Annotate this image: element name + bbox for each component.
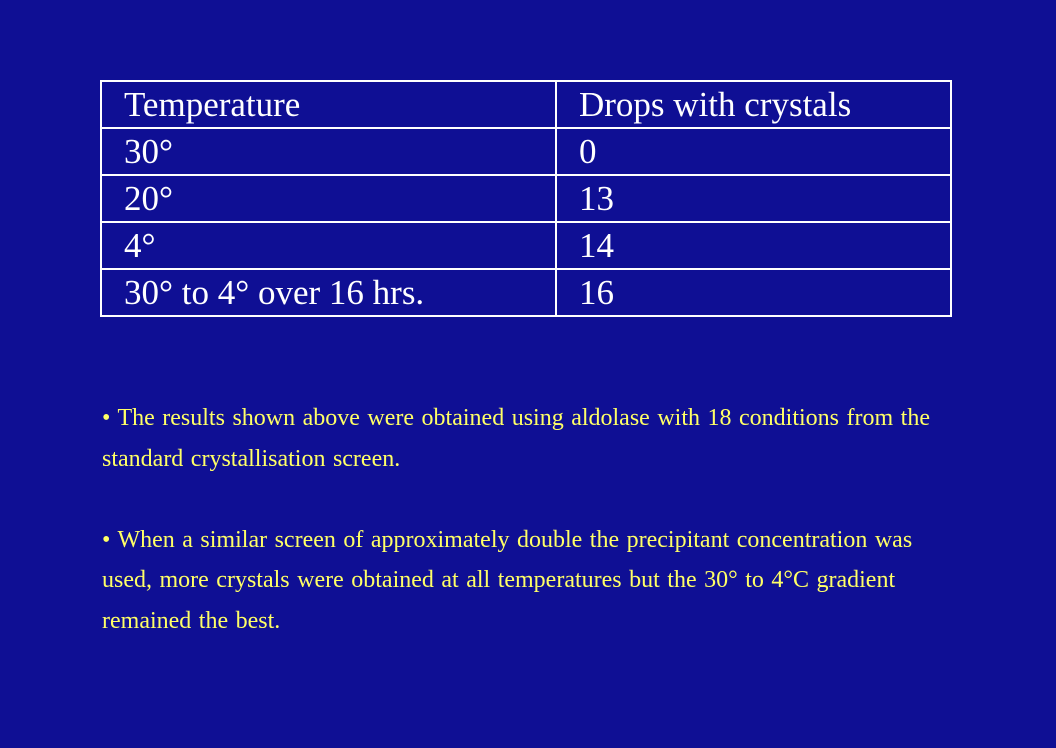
temperature-cell: 4°: [101, 222, 556, 269]
temperature-cell: 30°: [101, 128, 556, 175]
temperature-cell: 20°: [101, 175, 556, 222]
table-row: [101, 175, 951, 222]
table-row: [101, 128, 951, 175]
drops-cell: 16: [556, 269, 951, 316]
drops-cell: 13: [556, 175, 951, 222]
header-temperature: Temperature: [101, 81, 556, 128]
drops-cell: 0: [556, 128, 951, 175]
table-row: [101, 269, 951, 316]
results-table: [100, 80, 952, 317]
table-row: [101, 222, 951, 269]
temperature-cell: 30° to 4° over 16 hrs.: [101, 269, 556, 316]
notes: [102, 398, 932, 641]
note-double-precipitant: • When a similar screen of approximately double the precipitant concentration was used, more crystals were obtained at all temperatures but the 30° to 4°C gradient remained the best.: [102, 526, 913, 634]
drops-cell: 14: [556, 222, 951, 269]
table-header-row: [101, 81, 951, 128]
note-results: • The results shown above were obtained using aldolase with 18 conditions from the standard crystallisation screen.: [102, 405, 930, 472]
header-drops-with-crystals: Drops with crystals: [556, 81, 951, 128]
